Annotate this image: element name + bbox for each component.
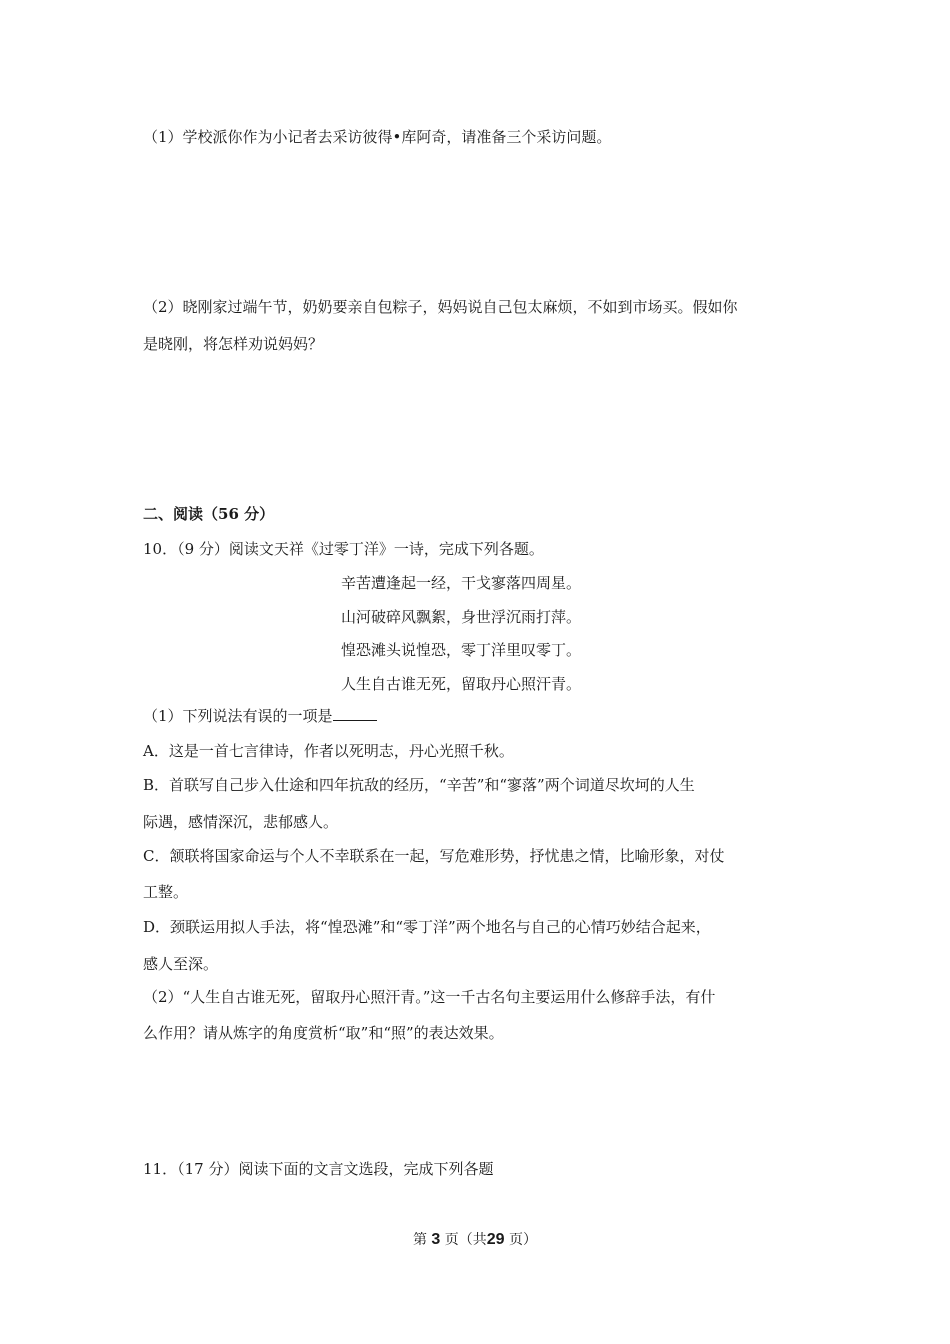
option-d-line-2: 感人至深。	[143, 955, 219, 973]
footer-middle: 页（共	[444, 1232, 487, 1248]
question-2-line-2: 是晓刚，将怎样劝说妈妈？	[143, 335, 324, 353]
section-title: 二、阅读（56 分）	[143, 505, 275, 523]
option-c-line-2: 工整。	[143, 883, 189, 901]
answer-blank[interactable]	[333, 706, 377, 721]
option-b-line-2: 际遇，感情深沉，悲郁感人。	[143, 813, 339, 831]
question-10-sub-1	[143, 706, 377, 726]
footer-prefix: 第	[412, 1232, 427, 1248]
current-page-number: 3	[431, 1231, 441, 1248]
poem-line-4: 人生自古谁无死，留取丹心照汗青。	[341, 675, 582, 693]
question-10-sub-2-line-2: 么作用？请从炼字的角度赏析“取”和“照”的表达效果。	[143, 1024, 504, 1042]
question-10-sub-2-line-1: （2）“人生自古谁无死，留取丹心照汗青。”这一千古名句主要运用什么修辞手法，有什	[143, 988, 716, 1006]
poem-line-2: 山河破碎风飘絮，身世浮沉雨打萍。	[341, 608, 582, 626]
page-footer	[0, 1230, 950, 1250]
question-1: （1）学校派你作为小记者去采访彼得•库阿奇，请准备三个采访问题。	[143, 128, 612, 146]
poem-line-1: 辛苦遭逢起一经，干戈寥落四周星。	[341, 574, 582, 592]
option-d-line-1: D．颈联运用拟人手法，将“惶恐滩”和“零丁洋”两个地名与自己的心情巧妙结合起来，	[143, 918, 711, 936]
question-10-sub-1-text: （1）下列说法有误的一项是	[143, 707, 333, 725]
total-pages-number: 29	[486, 1231, 505, 1248]
option-b-line-1: B．首联写自己步入仕途和四年抗敌的经历，“辛苦”和“寥落”两个词道尽坎坷的人生	[143, 776, 695, 794]
option-a: A．这是一首七言律诗，作者以死明志，丹心光照千秋。	[143, 742, 514, 760]
question-11-stem: 11．（17 分）阅读下面的文言文选段，完成下列各题	[143, 1160, 494, 1178]
poem-line-3: 惶恐滩头说惶恐，零丁洋里叹零丁。	[341, 641, 582, 659]
footer-suffix: 页）	[509, 1232, 538, 1248]
option-c-line-1: C．颔联将国家命运与个人不幸联系在一起，写危难形势，抒忧患之情，比喻形象，对仗	[143, 847, 725, 865]
question-10-stem: 10．（9 分）阅读文天祥《过零丁洋》一诗，完成下列各题。	[143, 540, 544, 558]
question-2-line-1: （2）晓刚家过端午节，奶奶要亲自包粽子，妈妈说自己包太麻烦，不如到市场买。假如你	[143, 298, 738, 316]
